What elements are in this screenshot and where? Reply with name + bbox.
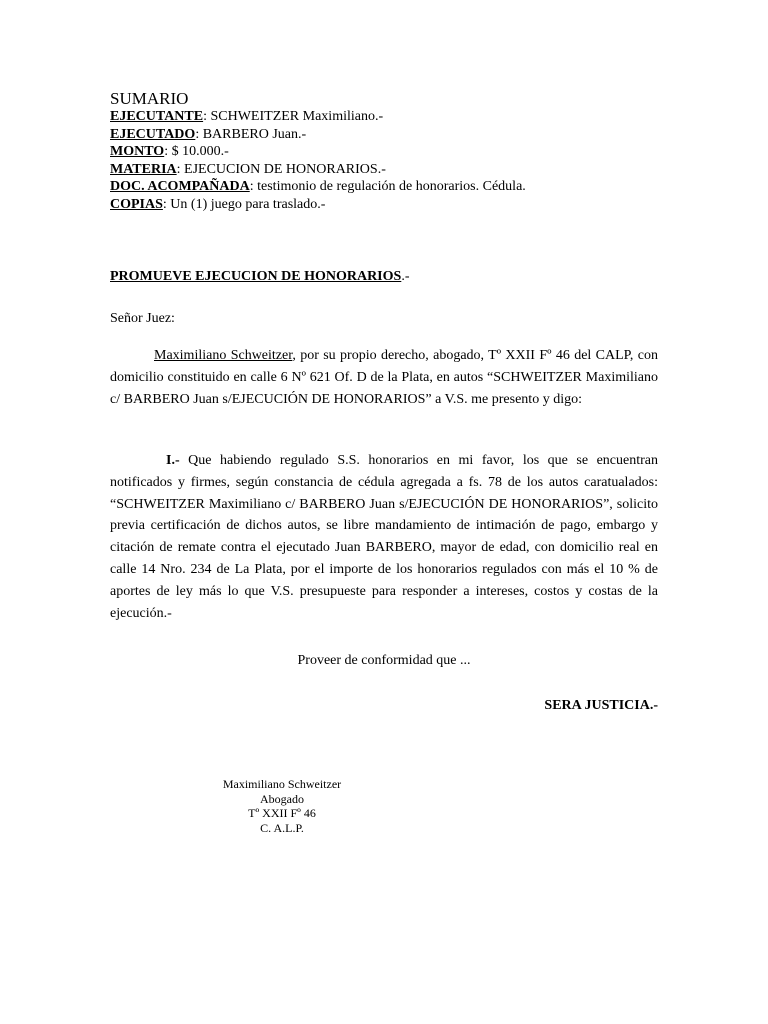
sumario-label: MATERIA bbox=[110, 161, 177, 177]
sumario-value: : EJECUCION DE HONORARIOS.- bbox=[176, 161, 386, 177]
sumario-block bbox=[110, 89, 670, 213]
sumario-row-monto bbox=[110, 143, 670, 161]
sumario-value: : SCHWEITZER Maximiliano.- bbox=[203, 109, 384, 124]
proveer-line: Proveer de conformidad que ... bbox=[297, 653, 471, 668]
paragraph-petition bbox=[110, 450, 658, 624]
signature-block bbox=[210, 777, 354, 835]
sumario-row-ejecutado bbox=[110, 126, 670, 144]
heading-text: PROMUEVE EJECUCION DE HONORARIOS bbox=[110, 269, 402, 284]
sumario-value: : testimonio de regulación de honorarios. Cédula. bbox=[249, 179, 526, 194]
heading-suffix: .- bbox=[401, 269, 410, 284]
sumario-value: : Un (1) juego para traslado.- bbox=[162, 196, 326, 212]
signature-name: Maximiliano Schweitzer bbox=[222, 777, 342, 791]
sumario-value: : $ 10.000.- bbox=[164, 144, 229, 159]
sumario-title: SUMARIO bbox=[110, 89, 189, 108]
sumario-value: : BARBERO Juan.- bbox=[195, 126, 307, 142]
signature-role: Abogado bbox=[260, 791, 304, 806]
signature-college: C. A.L.P. bbox=[260, 820, 304, 835]
sumario-row-materia bbox=[110, 161, 670, 179]
sumario-label: EJECUTADO bbox=[110, 126, 196, 142]
sumario-label: DOC. ACOMPAÑADA bbox=[110, 179, 250, 194]
party-name: Maximiliano Schweitzer bbox=[154, 348, 293, 363]
paragraph-text: Que habiendo regulado S.S. honorarios en mi favor, los que se encuentran notificados y firmes, según constancia de cédula agregada a fs. 78 de los autos caratualados: “SCHWEITZER Maximiliano c/ BARBERO Juan s/EJECUCIÓN DE HONORARIOS”, solicito previa certificación de dichos autos, se libre mandamiento de intimación de pago, embargo y citación de remate contra el ejecutado Juan BARBERO, mayor de edad, con domicilio real en calle 14 Nro. 234 de La Plata, por el importe de los honorarios regulados con más el 10 % de aportes de ley más lo que V.S. presupueste para responder a intereses, costos y costas de la ejecución.- bbox=[110, 453, 658, 621]
paragraph-numeral: I.- bbox=[166, 453, 180, 468]
signature-registry: Tº XXII Fº 46 bbox=[248, 806, 316, 820]
sumario-label: COPIAS bbox=[110, 196, 163, 212]
salutation: Señor Juez: bbox=[110, 311, 175, 326]
closing-line: SERA JUSTICIA.- bbox=[544, 698, 658, 713]
sumario-row-ejecutante bbox=[110, 108, 670, 126]
sumario-label: EJECUTANTE bbox=[110, 109, 204, 124]
paragraph-text: , por su propio derecho, abogado, Tº XXII Fº 46 del CALP, con domicilio constituido en calle 6 Nº 621 Of. D de la Plata, en autos “SCHWEITZER Maximiliano c/ BARBERO Juan s/EJECUCIÓN DE HONORARIOS” a V.S. me presento y digo: bbox=[110, 348, 658, 407]
paragraph-presentation bbox=[110, 345, 658, 410]
sumario-label: MONTO bbox=[110, 144, 165, 159]
document-heading bbox=[110, 268, 409, 286]
sumario-row-doc bbox=[110, 178, 670, 196]
sumario-row-copias bbox=[110, 196, 670, 214]
